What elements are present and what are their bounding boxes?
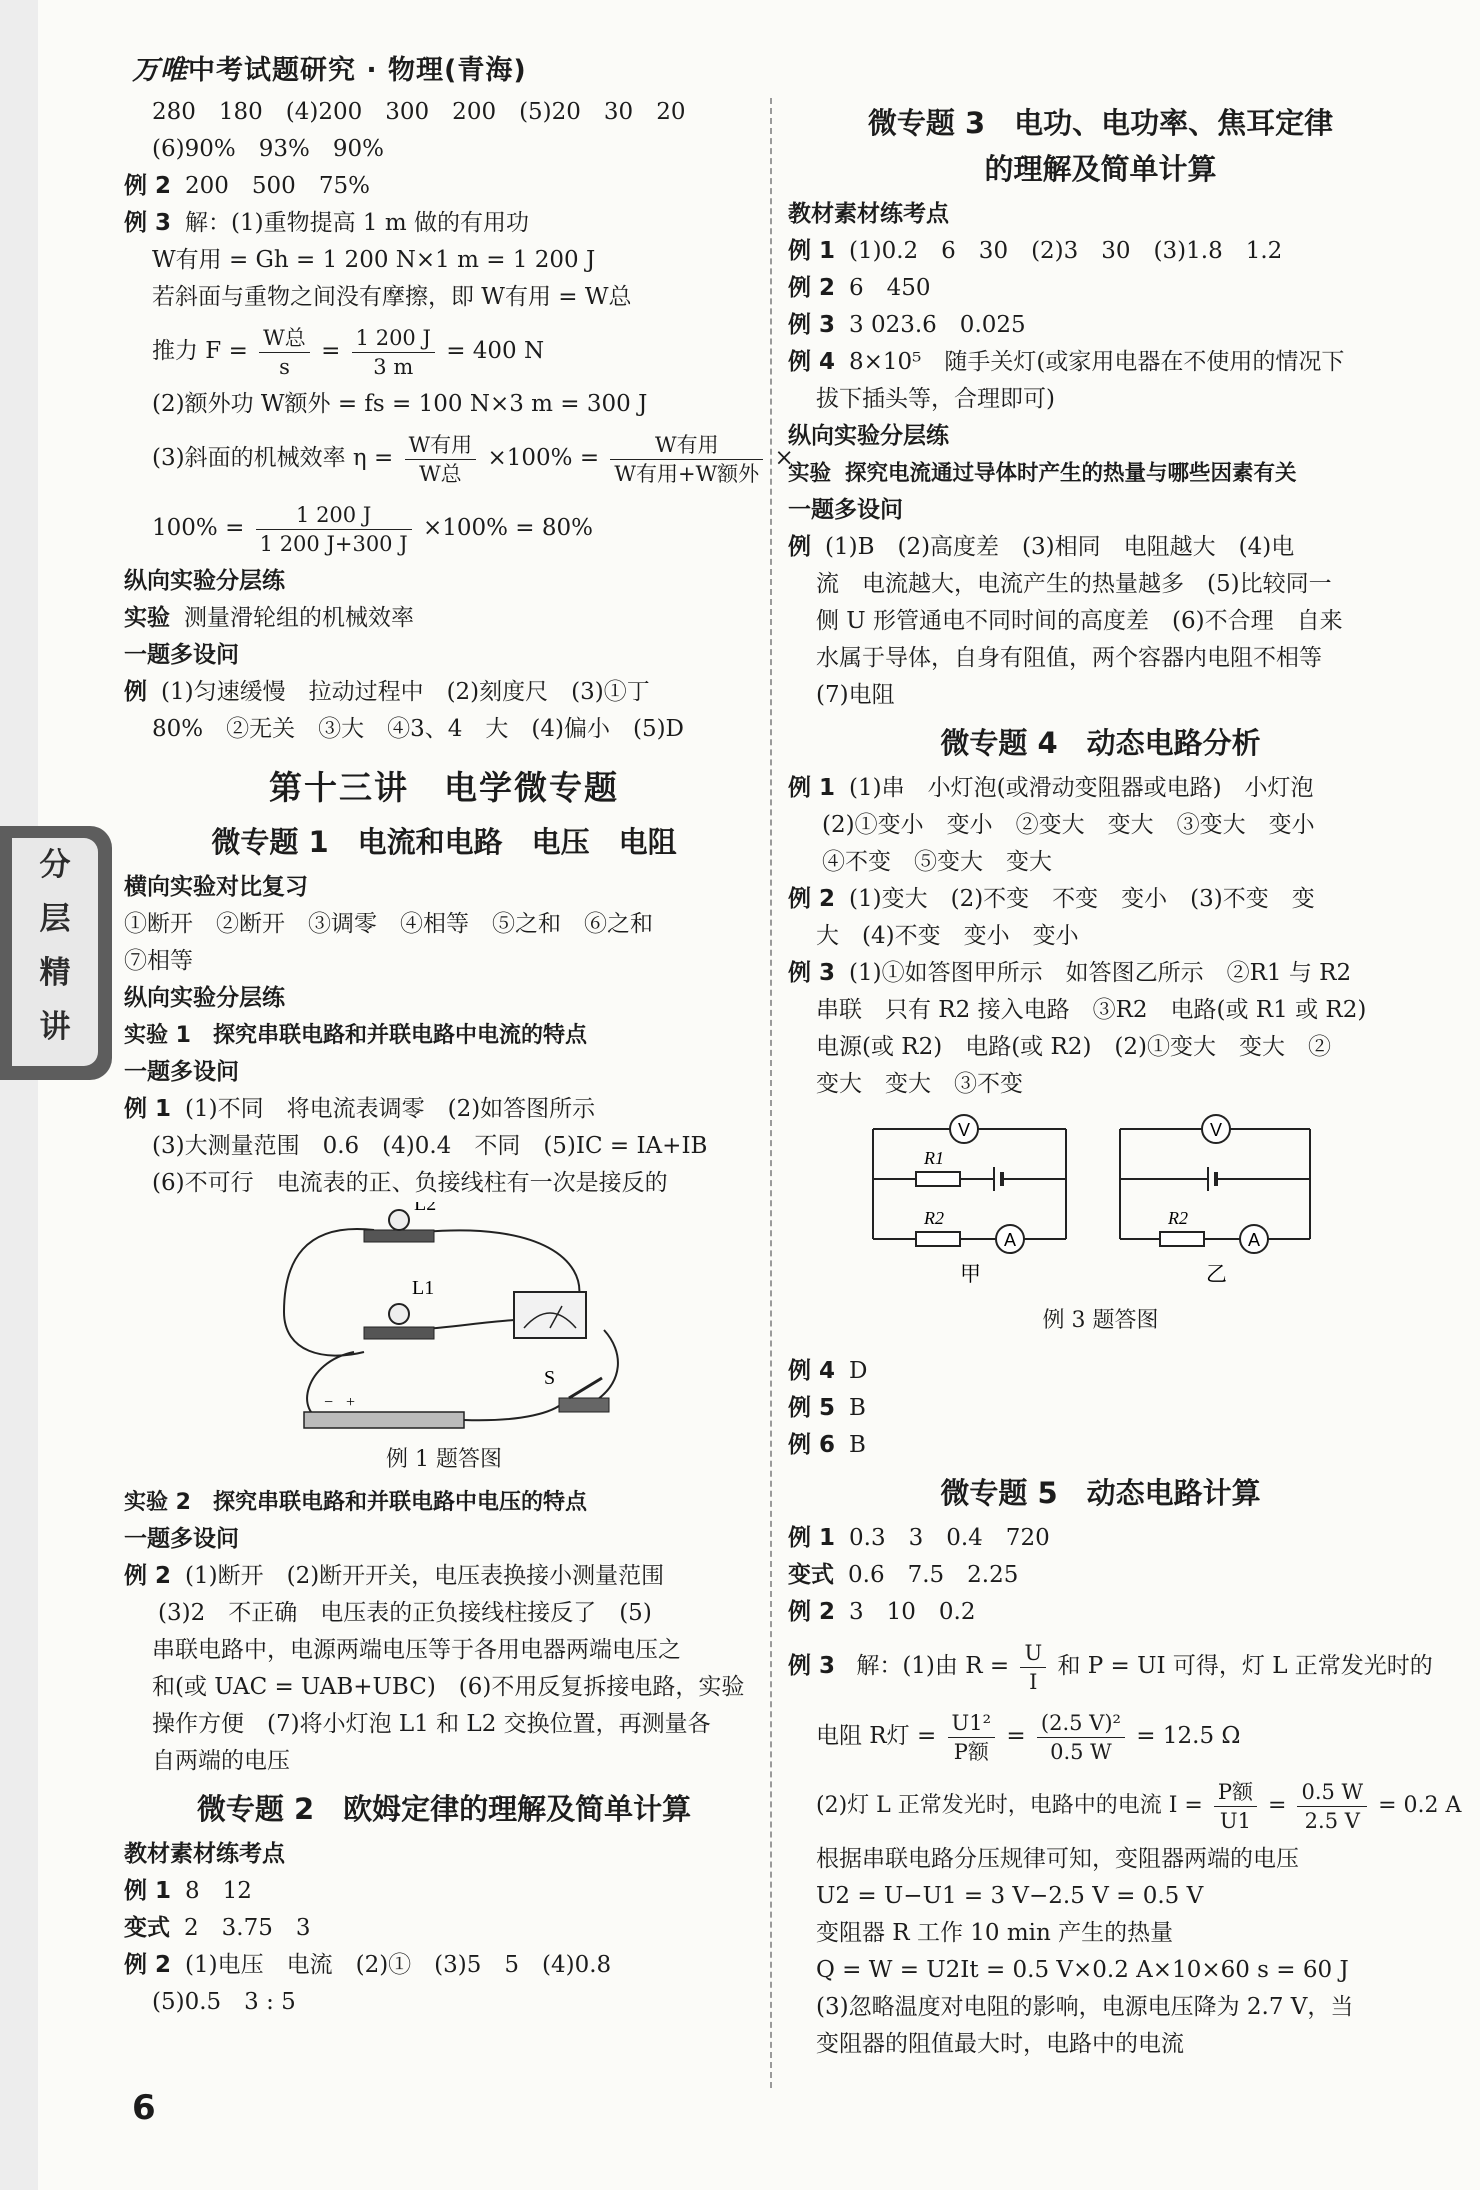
meter-label: A <box>1248 1230 1261 1250</box>
answer-line: (3)大测量范围 0.6 (4)0.4 不同 (5)IC = IA+IB <box>152 1133 708 1159</box>
answer-line: 拔下插头等，合理即可) <box>816 386 1055 412</box>
answer-line: (6)不可行 电流表的正、负接线柱有一次是接反的 <box>152 1170 668 1196</box>
formula-efficiency <box>124 423 794 493</box>
numerator: 1 200 J <box>256 501 412 530</box>
figure-example3 <box>788 1109 1413 1299</box>
example-label: 例 1 <box>788 238 836 264</box>
resistor-icon <box>1160 1232 1204 1246</box>
fraction <box>405 431 477 488</box>
denominator: s <box>279 354 290 379</box>
numerator: (2.5 V)² <box>1037 1709 1125 1738</box>
circuit-schematics <box>788 1109 1413 1299</box>
answer-line: 变阻器的阻值最大时，电路中的电流 <box>816 2031 1184 2057</box>
experiment-title: 测量滑轮组的机械效率 <box>184 605 414 631</box>
resistor-icon <box>916 1232 960 1246</box>
experiment-title: 探究电流通过导体时产生的热量与哪些因素有关 <box>845 461 1297 486</box>
fraction <box>256 501 412 558</box>
fraction <box>1297 1778 1367 1835</box>
formula-efficiency-result <box>124 493 764 563</box>
formula-text: × <box>774 445 794 471</box>
topic-title: 微专题 5 动态电路计算 <box>940 1476 1261 1510</box>
ammeter-icon <box>514 1292 586 1338</box>
formula-line: W有用 = Gh = 1 200 N×1 m = 1 200 J <box>152 247 596 273</box>
answer-text: (1)串 小灯泡(或滑动变阻器或电路) 小灯泡 <box>849 775 1314 801</box>
denominator: 3 m <box>373 354 414 379</box>
example-label: 例 2 <box>788 275 836 301</box>
chapter-title: 第十三讲 电学微专题 <box>269 768 619 807</box>
topic-title: 微专题 1 电流和电路 电压 电阻 <box>211 825 677 859</box>
resistor-label: R2 <box>924 1208 944 1228</box>
svg-text:−: − <box>324 1394 334 1411</box>
answer-text: 200 500 75% <box>185 173 370 199</box>
answer-text: B <box>849 1395 866 1421</box>
answer-text: 6 450 <box>849 275 931 301</box>
example-label: 例 4 <box>788 1358 836 1384</box>
brand-logo-text: 万唯 <box>132 55 188 86</box>
section-heading: 教材素材练考点 <box>124 1841 285 1867</box>
figure-caption: 例 3 题答图 <box>1042 1308 1159 1333</box>
denominator: 2.5 V <box>1304 1808 1360 1833</box>
meter-label: A <box>1004 1230 1017 1250</box>
sub-heading: 一题多设问 <box>124 1059 239 1085</box>
answer-line: 串联 只有 R2 接入电路 ③R2 电路(或 R1 或 R2) <box>816 997 1367 1023</box>
side-tab-char: 讲 <box>39 1009 71 1045</box>
answer-line: 自两端的电压 <box>152 1748 290 1774</box>
circuit-yi <box>1120 1115 1310 1286</box>
answer-line: 电源(或 R2) 电路(或 R2) (2)①变大 变大 ② <box>816 1034 1331 1060</box>
bulb-icon <box>389 1304 409 1324</box>
answer-line: 若斜面与重物之间没有摩擦，即 W有用 = W总 <box>152 284 632 310</box>
formula-text: = 12.5 Ω <box>1136 1723 1241 1749</box>
formula-ohm <box>788 1631 1433 1701</box>
fraction <box>1020 1639 1046 1696</box>
page-number: 6 <box>132 2088 156 2128</box>
answer-text: 0.6 7.5 2.25 <box>848 1562 1019 1588</box>
numerator: W总 <box>259 324 310 353</box>
numerator: W有用 <box>405 431 477 460</box>
section-heading: 纵向实验分层练 <box>124 568 285 594</box>
answer-text: (1)不同 将电流表调零 (2)如答图所示 <box>185 1096 596 1122</box>
answer-line: 水属于导体，自身有阻值，两个容器内电阻不相等 <box>816 645 1322 671</box>
denominator: 0.5 W <box>1050 1739 1112 1764</box>
figure-sublabel: 甲 <box>960 1262 981 1286</box>
formula-push-force <box>124 316 764 386</box>
numerator: W有用 <box>610 431 763 460</box>
fraction <box>948 1709 995 1766</box>
left-column <box>124 94 794 2021</box>
circuit-illustration <box>124 1202 764 1438</box>
formula-text: 解：(1)由 R = <box>856 1653 1010 1679</box>
section-heading: 教材素材练考点 <box>788 201 949 227</box>
sub-heading: 一题多设问 <box>788 497 903 523</box>
formula-resistance <box>788 1701 1413 1771</box>
side-section-tab <box>0 826 112 1080</box>
formula-text: = <box>321 338 341 364</box>
section-heading: 横向实验对比复习 <box>124 874 308 900</box>
label-L1: L1 <box>412 1277 435 1299</box>
example-label: 例 5 <box>788 1395 836 1421</box>
answer-text: (1)①如答图甲所示 如答图乙所示 ②R1 与 R2 <box>849 960 1352 986</box>
example-label: 例 3 <box>788 312 836 338</box>
formula-text: = <box>1268 1793 1287 1818</box>
sub-heading: 一题多设问 <box>124 1526 239 1552</box>
formula-text: 和 P = UI 可得，灯 L 正常发光时的 <box>1057 1653 1433 1679</box>
formula-line: Q = W = U2It = 0.5 V×0.2 A×10×60 s = 60 J <box>816 1957 1349 1983</box>
answer-text: 8×10⁵ 随手关灯(或家用电器在不使用的情况下 <box>849 349 1345 375</box>
answer-text: (1)电压 电流 (2)① (3)5 5 (4)0.8 <box>185 1952 612 1978</box>
fraction <box>1037 1709 1125 1766</box>
fraction <box>259 324 310 381</box>
answer-line: 280 180 (4)200 300 200 (5)20 30 20 <box>152 99 686 125</box>
denominator: W总 <box>419 461 462 486</box>
example-label: 例 1 <box>124 1096 172 1122</box>
side-tab-char: 分 <box>39 847 71 883</box>
answer-text: (1)0.2 6 30 (2)3 30 (3)1.8 1.2 <box>849 238 1283 264</box>
numerator: 1 200 J <box>352 324 435 353</box>
svg-text:+: + <box>346 1394 356 1411</box>
answer-text: 解：(1)重物提高 1 m 做的有用功 <box>185 210 529 236</box>
meter-label: V <box>1210 1120 1223 1140</box>
denominator: I <box>1029 1669 1038 1694</box>
answer-line: ①断开 ②断开 ③调零 ④相等 ⑤之和 ⑥之和 <box>124 911 653 937</box>
formula-text: (2)灯 L 正常发光时，电路中的电流 I = <box>816 1793 1203 1818</box>
denominator: 1 200 J+300 J <box>259 531 408 556</box>
denominator: W有用+W额外 <box>614 461 760 486</box>
answer-line: 操作方便 (7)将小灯泡 L1 和 L2 交换位置，再测量各 <box>152 1711 711 1737</box>
gutter-shadow <box>0 0 38 2190</box>
formula-line: U2 = U−U1 = 3 V−2.5 V = 0.5 V <box>816 1883 1204 1909</box>
battery-icon <box>304 1412 464 1428</box>
experiment-label: 实验 <box>124 605 170 631</box>
fraction <box>1214 1778 1257 1835</box>
resistor-icon <box>916 1172 960 1186</box>
formula-text: (3)斜面的机械效率 η = <box>152 445 394 471</box>
answer-line: ④不变 ⑤变大 变大 <box>822 849 1052 875</box>
figure-caption: 例 1 题答图 <box>386 1447 502 1472</box>
example-label: 例 2 <box>124 1952 172 1978</box>
label-S: S <box>544 1367 556 1389</box>
formula-text: 电阻 R灯 = <box>816 1723 937 1749</box>
section-heading: 纵向实验分层练 <box>788 423 949 449</box>
topic-title: 微专题 4 动态电路分析 <box>940 726 1261 760</box>
column-divider <box>770 98 772 2088</box>
answer-text: 0.3 3 0.4 720 <box>849 1525 1050 1551</box>
example-label: 例 4 <box>788 349 836 375</box>
answer-line: (3)忽略温度对电阻的影响，电源电压降为 2.7 V，当 <box>816 1994 1354 2020</box>
formula-text: ×100% = 80% <box>422 515 593 541</box>
experiment-label: 实验 <box>788 461 832 486</box>
numerator: P额 <box>1214 1778 1257 1807</box>
answer-text: 2 3.75 3 <box>184 1915 311 1941</box>
numerator: U <box>1020 1639 1046 1668</box>
running-header <box>132 48 527 87</box>
example-label: 例 <box>788 534 811 560</box>
answer-line: 80% ②无关 ③大 ④3、4 大 (4)偏小 (5)D <box>152 716 684 742</box>
answer-line: (6)90% 93% 90% <box>152 136 384 162</box>
answer-line: 大 (4)不变 变小 变小 <box>816 923 1079 949</box>
formula-text: ×100% = <box>487 445 600 471</box>
example-label: 例 3 <box>788 1653 836 1679</box>
denominator: U1 <box>1219 1808 1251 1833</box>
answer-line: (3)2 不正确 电压表的正负接线柱接反了 (5) <box>158 1600 652 1626</box>
formula-text: 推力 F = <box>152 338 248 364</box>
answer-line: ⑦相等 <box>124 948 193 974</box>
answer-text: D <box>849 1358 868 1384</box>
sub-heading: 一题多设问 <box>124 642 239 668</box>
variant-label: 变式 <box>124 1915 170 1941</box>
header-title: 中考试题研究 · 物理(青海) <box>188 55 527 86</box>
formula-text: = 400 N <box>446 338 545 364</box>
experiment-title: 实验 2 探究串联电路和并联电路中电压的特点 <box>124 1490 587 1515</box>
fraction <box>610 431 763 488</box>
numerator: U1² <box>948 1709 995 1738</box>
formula-text: 100% = <box>152 515 245 541</box>
example-label: 例 <box>124 679 147 705</box>
answer-line: (2)①变小 变小 ②变大 变大 ③变大 变小 <box>822 812 1315 838</box>
experiment-title: 实验 1 探究串联电路和并联电路中电流的特点 <box>124 1023 587 1048</box>
bulb-icon <box>389 1210 409 1230</box>
example-label: 例 2 <box>124 1563 172 1589</box>
answer-text: (1)断开 (2)断开开关，电压表换接小测量范围 <box>185 1563 665 1589</box>
formula-text: = <box>1006 1723 1026 1749</box>
answer-line: 串联电路中，电源两端电压等于各用电器两端电压之 <box>152 1637 681 1663</box>
example-label: 例 3 <box>788 960 836 986</box>
formula-text: = 0.2 A <box>1378 1793 1462 1818</box>
answer-text: 8 12 <box>185 1878 252 1904</box>
topic-title: 微专题 3 电功、电功率、焦耳定律 <box>867 106 1334 140</box>
answer-line: 侧 U 形管通电不同时间的高度差 (6)不合理 自来 <box>816 608 1343 634</box>
denominator: P额 <box>953 1739 989 1764</box>
example-label: 例 1 <box>788 1525 836 1551</box>
side-tab-label <box>12 838 98 1066</box>
numerator: 0.5 W <box>1297 1778 1367 1807</box>
label-L2: L2 <box>414 1202 437 1215</box>
example-label: 例 6 <box>788 1432 836 1458</box>
side-tab-char: 精 <box>39 955 71 991</box>
answer-line: 流 电流越大，电流产生的热量越多 (5)比较同一 <box>816 571 1332 597</box>
answer-text: (1)B (2)高度差 (3)相同 电阻越大 (4)电 <box>825 534 1295 560</box>
figure-sublabel: 乙 <box>1206 1262 1227 1286</box>
topic-title: 微专题 2 欧姆定律的理解及简单计算 <box>196 1792 692 1826</box>
answer-text: (1)匀速缓慢 拉动过程中 (2)刻度尺 (3)①丁 <box>161 679 650 705</box>
circuit-jia <box>873 1115 1066 1286</box>
answer-line: 变大 变大 ③不变 <box>816 1071 1023 1097</box>
side-tab-char: 层 <box>39 901 71 937</box>
example-label: 例 2 <box>788 1599 836 1625</box>
topic-title-cont: 的理解及简单计算 <box>984 152 1217 186</box>
fraction <box>352 324 435 381</box>
variant-label: 变式 <box>788 1562 834 1588</box>
figure-example1 <box>124 1202 764 1438</box>
right-column <box>788 94 1462 2063</box>
answer-line: (5)0.5 3 : 5 <box>152 1989 296 2015</box>
example-label: 例 2 <box>124 173 172 199</box>
formula-current <box>788 1771 1462 1841</box>
answer-line: 根据串联电路分压规律可知，变阻器两端的电压 <box>816 1846 1299 1872</box>
meter-label: V <box>958 1120 971 1140</box>
answer-text: (1)变大 (2)不变 不变 变小 (3)不变 变 <box>849 886 1315 912</box>
answer-line: 和(或 UAC = UAB+UBC) (6)不用反复拆接电路，实验 <box>152 1674 745 1700</box>
section-heading: 纵向实验分层练 <box>124 985 285 1011</box>
answer-text: 3 023.6 0.025 <box>849 312 1026 338</box>
example-label: 例 2 <box>788 886 836 912</box>
answer-text: 3 10 0.2 <box>849 1599 976 1625</box>
resistor-label: R1 <box>924 1148 944 1168</box>
resistor-label: R2 <box>1168 1208 1188 1228</box>
example-label: 例 1 <box>124 1878 172 1904</box>
answer-line: (7)电阻 <box>816 682 895 708</box>
example-label: 例 3 <box>124 210 172 236</box>
formula-line: (2)额外功 W额外 = fs = 100 N×3 m = 300 J <box>152 391 648 417</box>
answer-text: B <box>849 1432 866 1458</box>
switch-icon <box>559 1398 609 1412</box>
example-label: 例 1 <box>788 775 836 801</box>
answer-line: 变阻器 R 工作 10 min 产生的热量 <box>816 1920 1174 1946</box>
